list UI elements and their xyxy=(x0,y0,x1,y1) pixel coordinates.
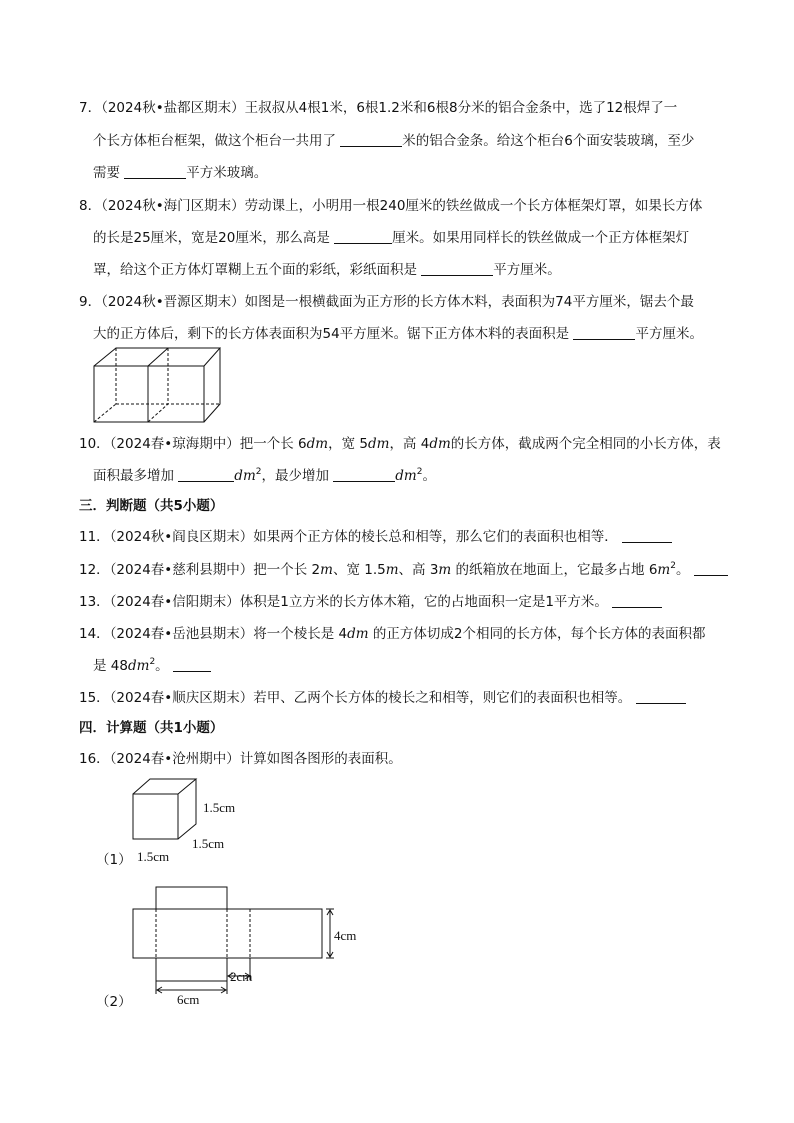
cube-depth-label: 1.5cm xyxy=(192,836,225,851)
cube-top-face xyxy=(133,779,196,794)
q13-line: 13．（2024春•信阳期末）体积是1立方米的长方体木箱，它的占地面积一定是1平方米。 xyxy=(79,592,662,612)
q8-answer-blank-2[interactable] xyxy=(421,261,493,276)
prism-hidden-edge-corner xyxy=(94,404,116,422)
section-4-heading: 四．计算题（共1小题） xyxy=(79,720,224,736)
q11-line: 11．（2024秋•阎良区期末）如果两个正方体的棱长总和相等，那么它们的表面积也相等． xyxy=(79,527,672,547)
q10-line1: 10．（2024春•琼海期中）把一个长 6dm，宽 5dm，高 4dm的长方体，截成两个完全相同的小长方体，表 xyxy=(79,436,721,452)
q8-answer-blank-1[interactable] xyxy=(334,229,392,244)
q16-line: 16．（2024春•沧州期中）计算如图各图形的表面积。 xyxy=(79,751,402,767)
net-bottom-flap xyxy=(156,958,227,981)
net-4cm-label: 4cm xyxy=(334,928,357,943)
q9-answer-blank[interactable] xyxy=(573,325,635,340)
q7-line2: 个长方体柜台框架，做这个柜台一共用了 米的铝合金条。给这个柜台6个面安装玻璃，至少 xyxy=(93,133,695,149)
q7-answer-blank-1[interactable] xyxy=(340,132,402,147)
q14-line1: 14．（2024春•岳池县期末）将一个棱长是 4dm 的正方体切成2个相同的长方体，每个长方体的表面积都 xyxy=(79,626,706,642)
q8-line2: 的长是25厘米，宽是20厘米，那么高是 厘米。如果用同样长的铁丝做成一个正方体框架灯 xyxy=(93,230,690,246)
q10-answer-blank-2[interactable] xyxy=(333,467,395,482)
net-2cm-label: 2cm xyxy=(230,969,253,984)
q8-line1: 8．（2024秋•海门区期末）劳动课上，小明用一根240厘米的铁丝做成一个长方体框架灯罩，如果长方体 xyxy=(79,198,703,214)
prism-cut-line-top xyxy=(148,348,168,366)
q15-line: 15．（2024春•顺庆区期末）若甲、乙两个长方体的棱长之和相等，则它们的表面积也相等。 xyxy=(79,688,686,708)
q14-line2: 是 $48dm^2$。 xyxy=(93,656,211,676)
net-6cm-label: 6cm xyxy=(177,992,200,1007)
section-3-heading: 三．判断题（共5小题） xyxy=(79,498,224,514)
prism-front-face xyxy=(94,366,204,422)
prism-hidden-cut-diag xyxy=(148,404,168,422)
q7-line1: 7．（2024秋•盐都区期末）王叔叔从4根1米，6根1.2米和6根8分米的铝合金条中，选了12根焊了一 xyxy=(79,100,678,116)
cube-front-face xyxy=(133,794,178,839)
q9-line1: 9．（2024秋•晋源区期末）如图是一根横截面为正方形的长方体木料，表面积为74平方厘米，锯去个最 xyxy=(79,294,694,310)
q7-answer-blank-2[interactable] xyxy=(124,164,186,179)
q14-answer-blank[interactable] xyxy=(173,657,211,672)
prism-right-face xyxy=(204,348,220,422)
q15-answer-blank[interactable] xyxy=(636,689,686,704)
q9-wood-prism-figure xyxy=(90,344,230,426)
q10-answer-blank-1[interactable] xyxy=(178,467,234,482)
q12-answer-blank[interactable] xyxy=(694,561,728,576)
q13-answer-blank[interactable] xyxy=(612,593,662,608)
q10-line2: 面积最多增加 $dm^2$，最少增加 $dm^2$。 xyxy=(93,467,436,484)
figure-2-label: （2） xyxy=(96,994,132,1010)
q8-line3: 罩，给这个正方体灯罩糊上五个面的彩纸，彩纸面积是 平方厘米。 xyxy=(93,262,561,278)
cube-height-label: 1.5cm xyxy=(203,800,236,815)
cube-width-label: 1.5cm xyxy=(137,849,170,864)
q9-line2: 大的正方体后，剩下的长方体表面积为54平方厘米。锯下正方体木料的表面积是 平方厘米。 xyxy=(93,326,703,342)
q7-line3: 需要 平方米玻璃。 xyxy=(93,165,268,181)
prism-top-face xyxy=(94,348,220,366)
q11-answer-blank[interactable] xyxy=(622,528,672,543)
cube-right-face xyxy=(178,779,196,839)
net-top-flap xyxy=(156,887,227,909)
q12-line: 12．（2024春•慈利县期中）把一个长 2m、宽 1.5m、高 3m 的纸箱放在地面上，它最多占地 $6m^2$。 xyxy=(79,560,728,580)
figure-1-label: （1） xyxy=(96,852,132,868)
